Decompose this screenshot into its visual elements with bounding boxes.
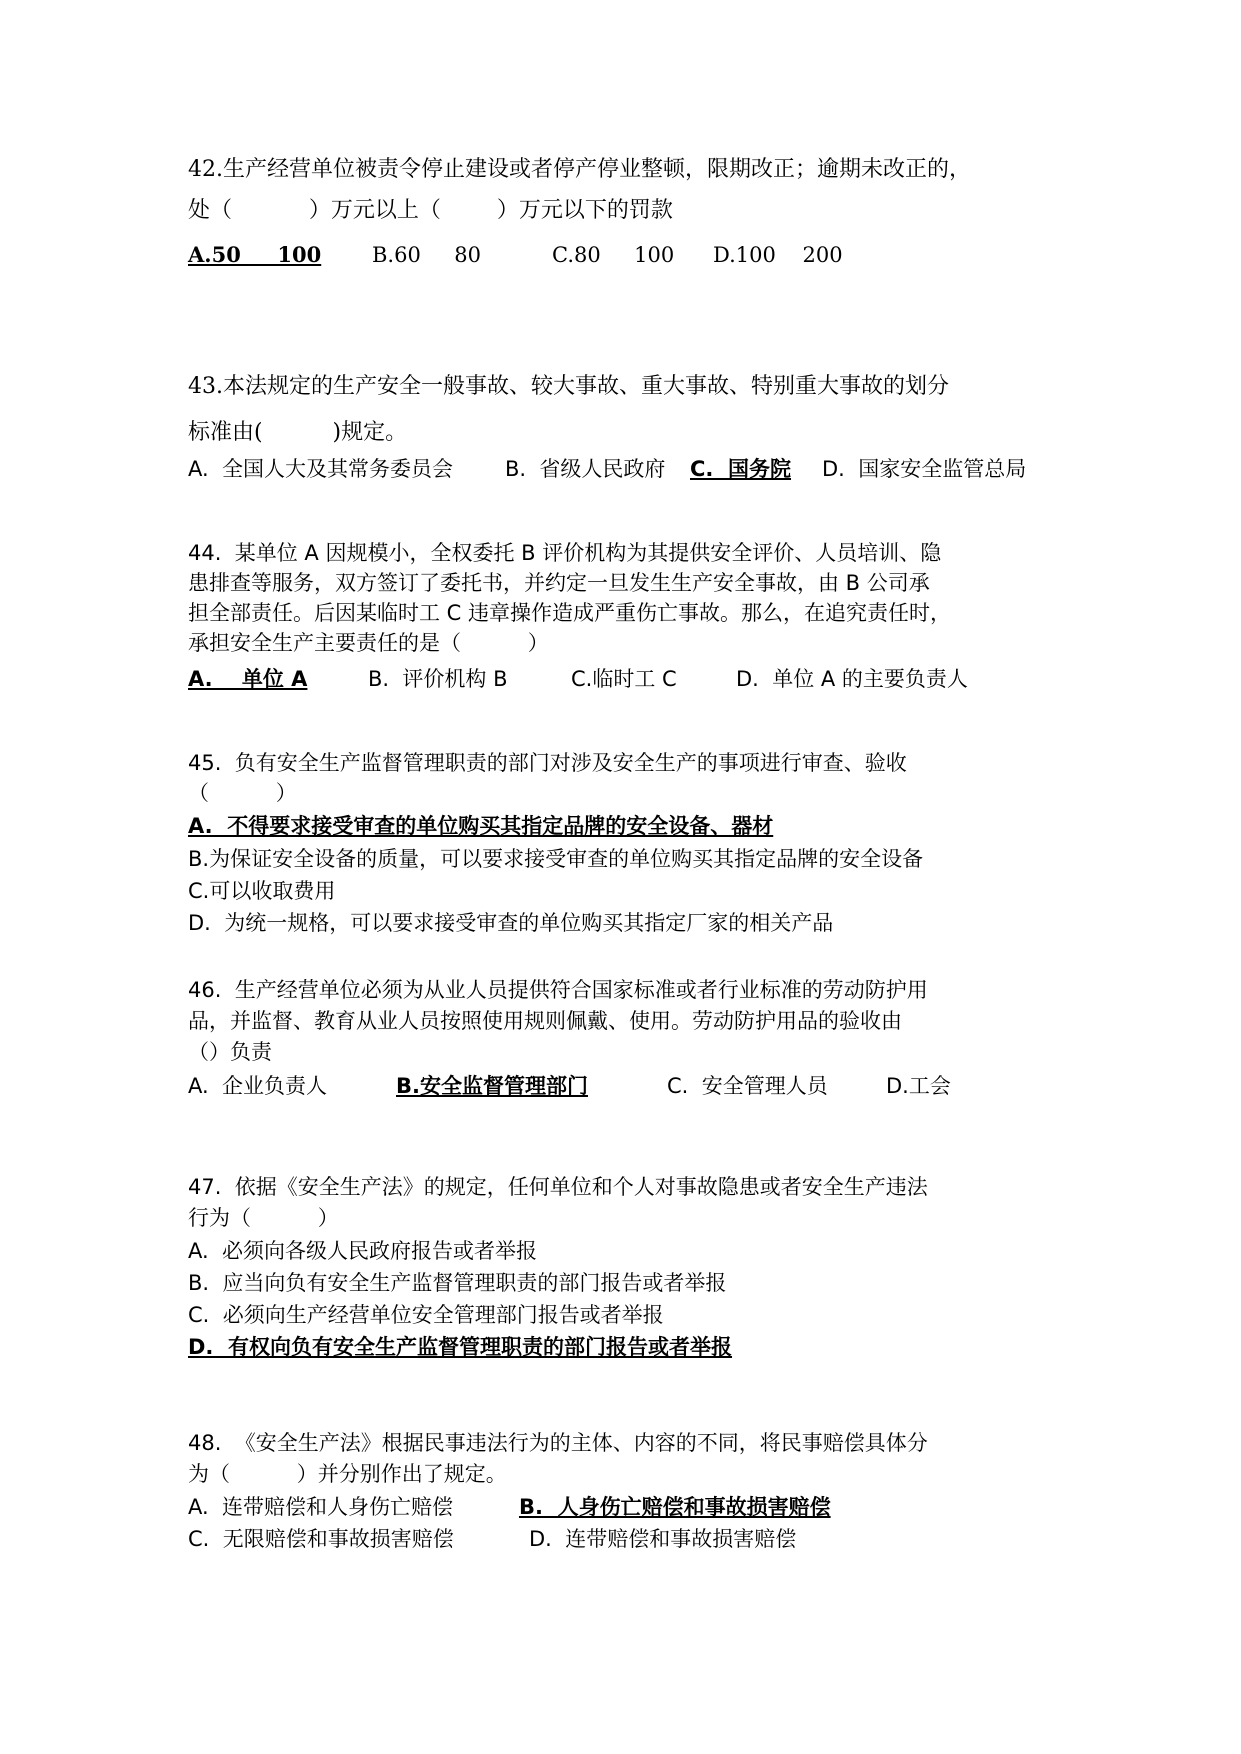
question-43-line-1: 43.本法规定的生产安全一般事故、较大事故、重大事故、特别重大事故的划分 [188,374,949,399]
question-46-line-1: 46. 生产经营单位必须为从业人员提供符合国家标准或者行业标准的劳动防护用 [188,978,928,1002]
question-45-option-c: C.可以收取费用 [188,879,336,903]
question-45-option-a: A. 不得要求接受审查的单位购买其指定品牌的安全设备、器材 [188,814,774,838]
question-46-option-a: A. 企业负责人 [188,1074,328,1098]
question-44-line-1: 44. 某单位 A 因规模小，全权委托 B 评价机构为其提供安全评价、人员培训、隐 [188,541,942,565]
question-43-line-2: 标准由( )规定。 [188,420,408,445]
question-45-option-b: B.为保证安全设备的质量，可以要求接受审查的单位购买其指定品牌的安全设备 [188,847,924,871]
question-43-option-d: D. 国家安全监管总局 [822,457,1027,481]
question-47-option-b: B. 应当向负有安全生产监督管理职责的部门报告或者举报 [188,1271,727,1295]
question-43-option-c: C. 国务院 [690,457,792,481]
question-44-option-c: C.临时工 C [571,667,677,691]
question-48-option-a: A. 连带赔偿和人身伤亡赔偿 [188,1495,454,1519]
question-42-option-c: C.80 100 [552,243,675,267]
question-48-line-1: 48. 《安全生产法》根据民事违法行为的主体、内容的不同，将民事赔偿具体分 [188,1431,928,1455]
question-47-option-c: C. 必须向生产经营单位安全管理部门报告或者举报 [188,1303,664,1327]
question-48-option-b: B. 人身伤亡赔偿和事故损害赔偿 [519,1495,831,1519]
question-47-line-2: 行为（ ） [188,1206,339,1230]
question-44-option-d: D. 单位 A 的主要负责人 [736,667,968,691]
question-46-option-b: B.安全监督管理部门 [396,1074,588,1098]
question-48-option-d: D. 连带赔偿和事故损害赔偿 [529,1527,797,1551]
question-44-option-b: B. 评价机构 B [368,667,508,691]
question-47-line-1: 47. 依据《安全生产法》的规定，任何单位和个人对事故隐患或者安全生产违法 [188,1175,928,1199]
question-42-line-1: 42.生产经营单位被责令停止建设或者停产停业整顿，限期改正；逾期未改正的， [188,157,971,182]
question-45-line-2: （ ） [188,781,297,805]
question-47-option-a: A. 必须向各级人民政府报告或者举报 [188,1239,538,1263]
question-48-line-2: 为（ ）并分别作出了规定。 [188,1462,507,1486]
question-43-option-b: B. 省级人民政府 [505,457,666,481]
question-42-option-a: A.50 100 [188,242,322,267]
question-42-option-b: B.60 80 [372,243,481,267]
question-43-option-a: A. 全国人大及其常务委员会 [188,457,454,481]
question-44-line-4: 承担安全生产主要责任的是（ ） [188,631,549,655]
question-44-line-3: 担全部责任。后因某临时工 C 违章操作造成严重伤亡事故。那么，在追究责任时， [188,601,952,625]
question-44-option-a: A. 单位 A [188,667,308,691]
question-46-option-d: D.工会 [886,1074,951,1098]
question-46-line-2: 品，并监督、教育从业人员按照使用规则佩戴、使用。劳动防护用品的验收由 [188,1009,902,1033]
question-48-option-c: C. 无限赔偿和事故损害赔偿 [188,1527,454,1551]
question-42-option-d: D.100 200 [713,243,843,267]
question-45-line-1: 45. 负有安全生产监督管理职责的部门对涉及安全生产的事项进行审查、验收 [188,751,907,775]
question-46-option-c: C. 安全管理人员 [667,1074,828,1098]
question-47-option-d: D. 有权向负有安全生产监督管理职责的部门报告或者举报 [188,1335,733,1359]
question-42-line-2: 处（ ）万元以上（ ）万元以下的罚款 [188,198,673,223]
question-44-line-2: 患排查等服务，双方签订了委托书，并约定一旦发生生产安全事故，由 B 公司承 [188,571,930,595]
question-46-line-3: （）负责 [188,1040,272,1064]
question-45-option-d: D. 为统一规格，可以要求接受审查的单位购买其指定厂家的相关产品 [188,911,834,935]
